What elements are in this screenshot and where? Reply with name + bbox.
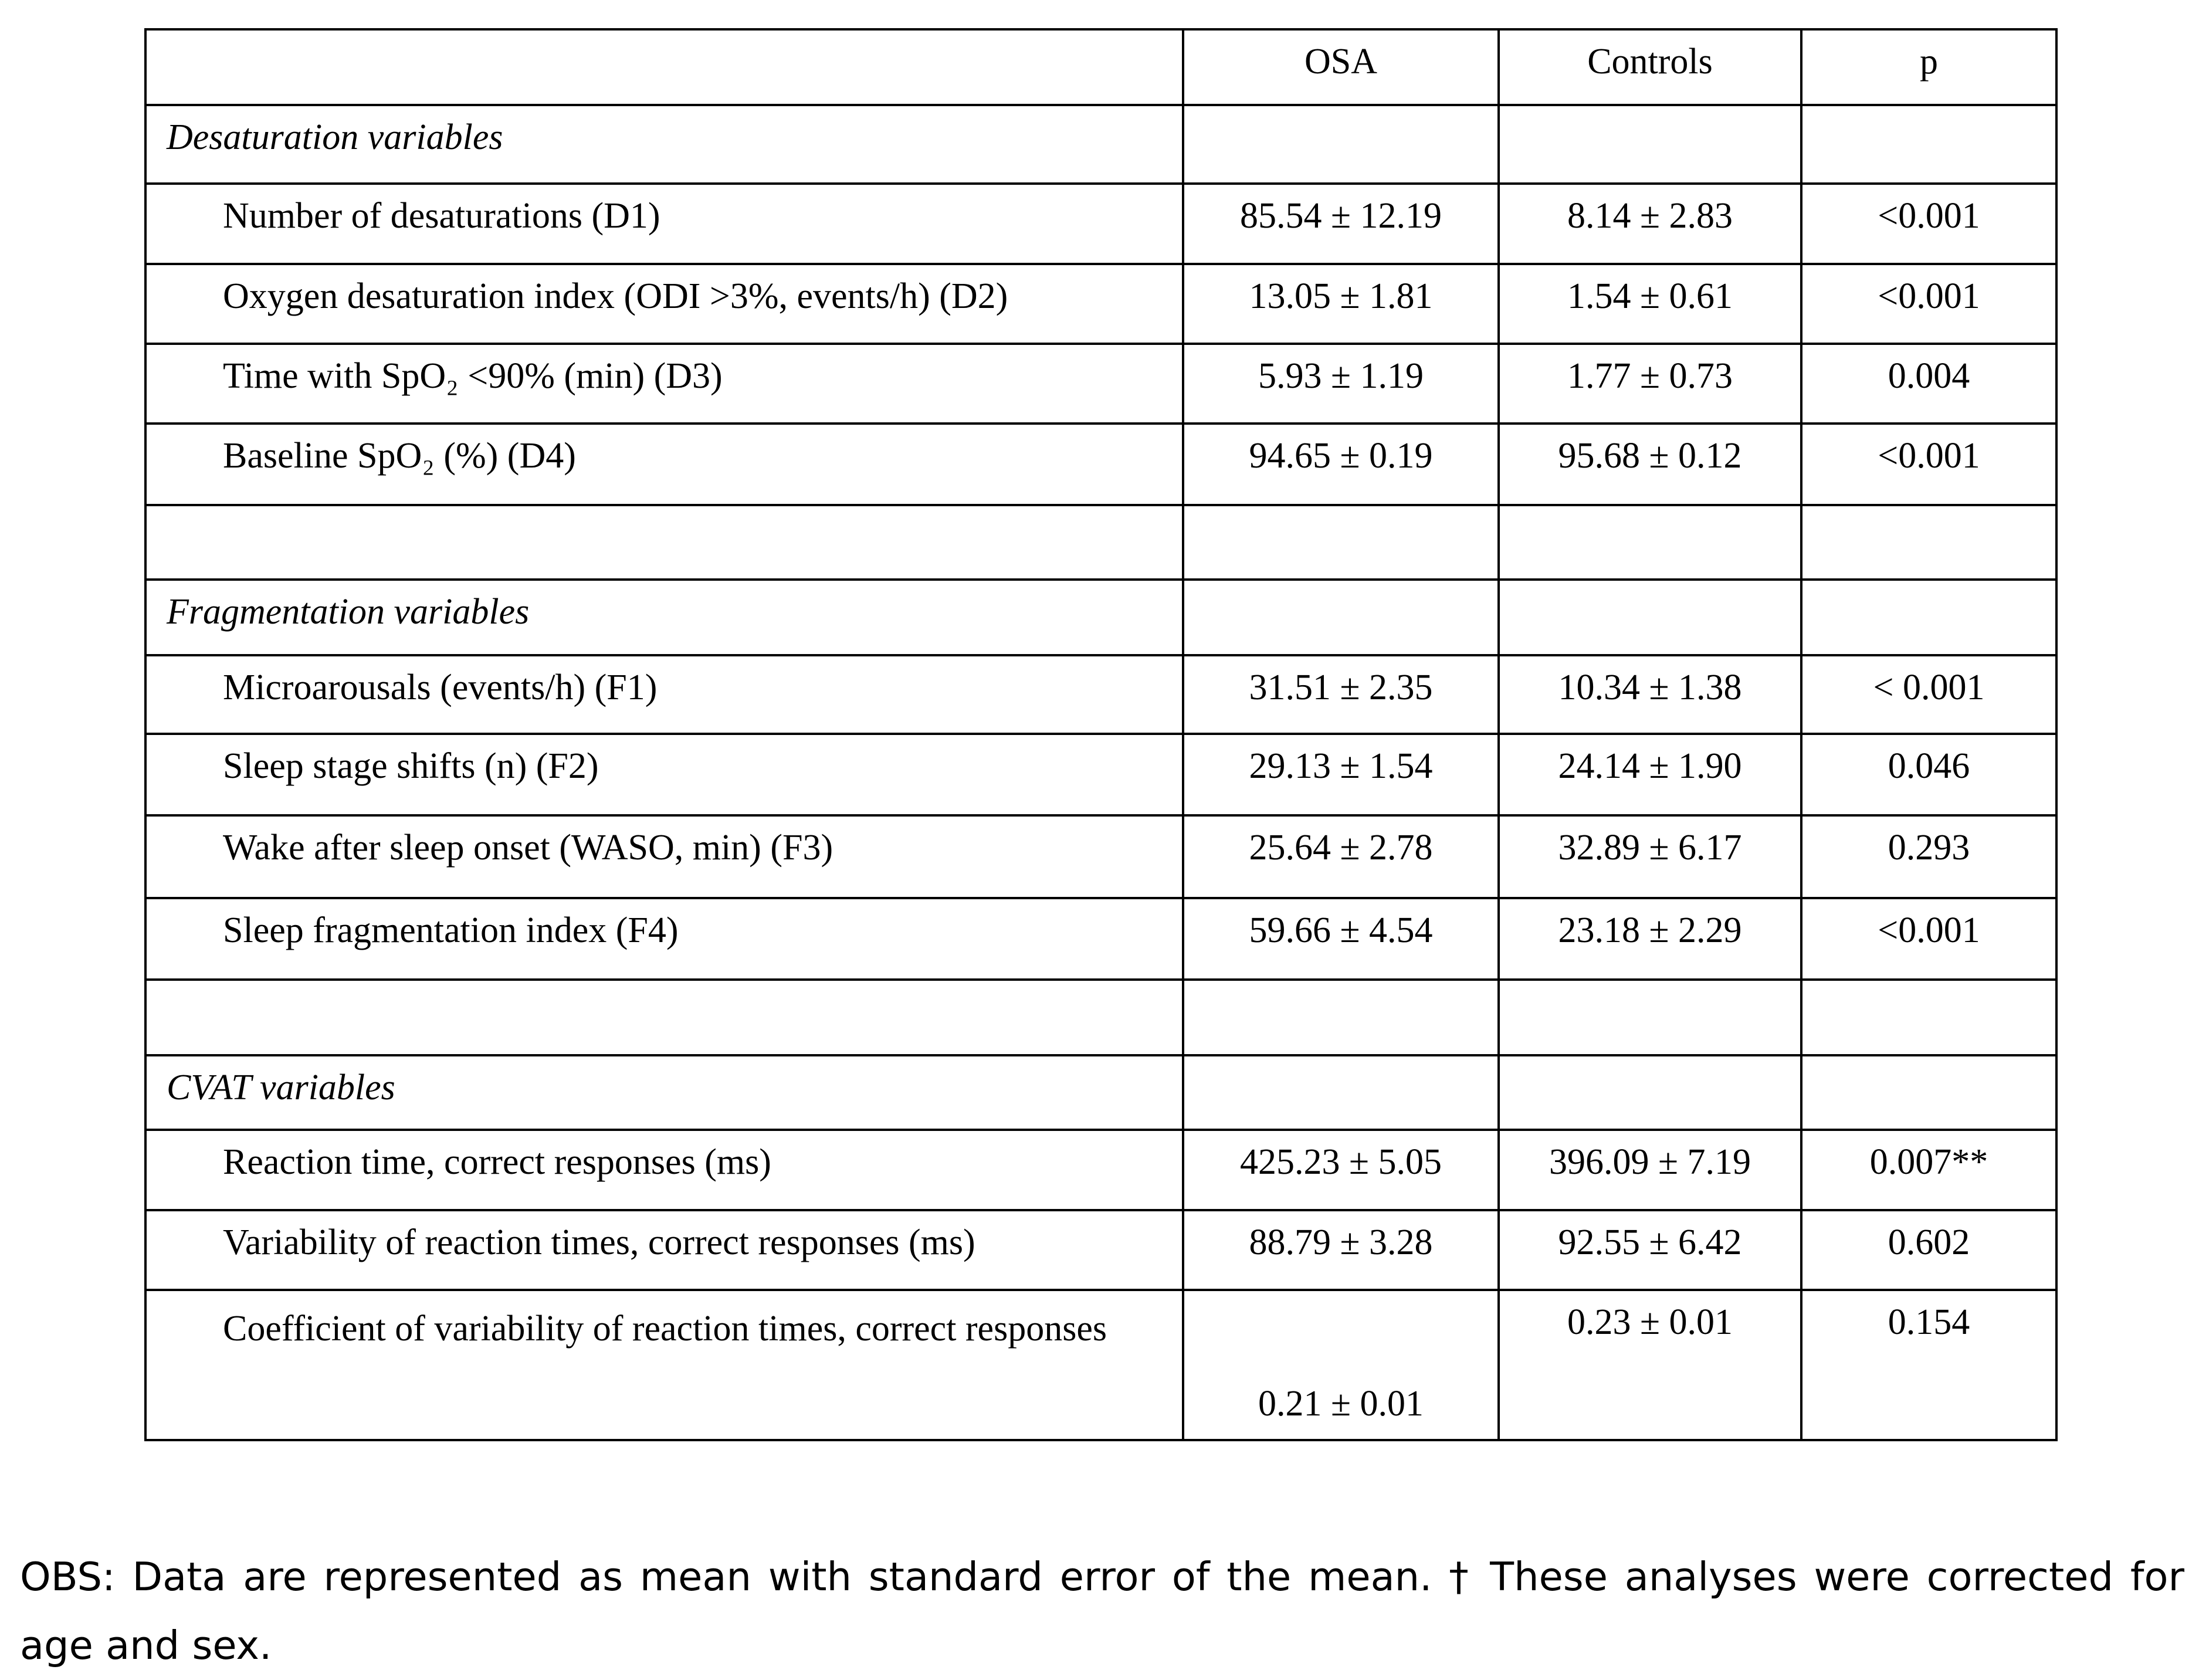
osa-value: 25.64 ± 2.78 — [1183, 815, 1499, 898]
p-value: 0.602 — [1801, 1210, 2056, 1290]
header-cell-controls: Controls — [1499, 29, 1801, 105]
variable-label: Number of desaturations (D1) — [145, 184, 1183, 264]
p-value: <0.001 — [1801, 264, 2056, 344]
section-row — [145, 580, 2056, 655]
variable-label: Coefficient of variability of reaction times, correct responses — [145, 1290, 1183, 1440]
table-row — [145, 1290, 2056, 1440]
empty-cell — [1183, 105, 1499, 184]
osa-value: 94.65 ± 0.19 — [1183, 424, 1499, 505]
empty-cell — [1499, 105, 1801, 184]
table-row — [145, 184, 2056, 264]
osa-value: 31.51 ± 2.35 — [1183, 655, 1499, 734]
controls-value: 95.68 ± 0.12 — [1499, 424, 1801, 505]
table-row — [145, 424, 2056, 505]
controls-value: 24.14 ± 1.90 — [1499, 734, 1801, 815]
empty-cell — [1801, 980, 2056, 1055]
empty-cell — [1499, 580, 1801, 655]
variable-label: Oxygen desaturation index (ODI >3%, events/h) (D2) — [145, 264, 1183, 344]
controls-value: 23.18 ± 2.29 — [1499, 898, 1801, 980]
empty-cell — [145, 505, 1183, 580]
results-table — [144, 28, 2058, 1441]
header-cell-label — [145, 29, 1183, 105]
p-value: < 0.001 — [1801, 655, 2056, 734]
variable-label: Baseline SpO₂ (%) (D4) — [145, 424, 1183, 505]
footnote: OBS: Data are represented as mean with standard error of the mean. † These analyses were corrected for age and sex. — [20, 1554, 2184, 1668]
empty-cell — [1499, 505, 1801, 580]
variable-label: Sleep fragmentation index (F4) — [145, 898, 1183, 980]
header-cell-p: p — [1801, 29, 2056, 105]
controls-value: 396.09 ± 7.19 — [1499, 1130, 1801, 1210]
table-row — [145, 264, 2056, 344]
table-row — [145, 1210, 2056, 1290]
p-value: <0.001 — [1801, 424, 2056, 505]
empty-cell — [1183, 580, 1499, 655]
p-value: 0.007** — [1801, 1130, 2056, 1210]
osa-value: 0.21 ± 0.01 — [1183, 1290, 1499, 1440]
controls-value: 1.54 ± 0.61 — [1499, 264, 1801, 344]
empty-cell — [1499, 1055, 1801, 1130]
section-row — [145, 1055, 2056, 1130]
variable-label: Wake after sleep onset (WASO, min) (F3) — [145, 815, 1183, 898]
empty-cell — [145, 980, 1183, 1055]
spacer-row — [145, 980, 2056, 1055]
p-value: 0.293 — [1801, 815, 2056, 898]
empty-cell — [1801, 580, 2056, 655]
table-row — [145, 898, 2056, 980]
osa-value: 29.13 ± 1.54 — [1183, 734, 1499, 815]
table-row — [145, 344, 2056, 424]
controls-value: 10.34 ± 1.38 — [1499, 655, 1801, 734]
p-value: 0.004 — [1801, 344, 2056, 424]
empty-cell — [1801, 1055, 2056, 1130]
variable-label: Microarousals (events/h) (F1) — [145, 655, 1183, 734]
osa-value: 425.23 ± 5.05 — [1183, 1130, 1499, 1210]
section-label: Fragmentation variables — [145, 580, 1183, 655]
osa-value: 59.66 ± 4.54 — [1183, 898, 1499, 980]
osa-value: 5.93 ± 1.19 — [1183, 344, 1499, 424]
table-row — [145, 1130, 2056, 1210]
osa-value: 13.05 ± 1.81 — [1183, 264, 1499, 344]
header-cell-osa: OSA — [1183, 29, 1499, 105]
empty-cell — [1801, 505, 2056, 580]
empty-cell — [1499, 980, 1801, 1055]
osa-value: 88.79 ± 3.28 — [1183, 1210, 1499, 1290]
variable-label: Reaction time, correct responses (ms) — [145, 1130, 1183, 1210]
controls-value: 32.89 ± 6.17 — [1499, 815, 1801, 898]
empty-cell — [1801, 105, 2056, 184]
variable-label: Sleep stage shifts (n) (F2) — [145, 734, 1183, 815]
p-value: <0.001 — [1801, 898, 2056, 980]
header-row — [145, 29, 2056, 105]
table-row — [145, 734, 2056, 815]
empty-cell — [1183, 1055, 1499, 1130]
section-label: CVAT variables — [145, 1055, 1183, 1130]
variable-label: Time with SpO₂ <90% (min) (D3) — [145, 344, 1183, 424]
controls-value: 92.55 ± 6.42 — [1499, 1210, 1801, 1290]
table-row — [145, 815, 2056, 898]
spacer-row — [145, 505, 2056, 580]
controls-value: 1.77 ± 0.73 — [1499, 344, 1801, 424]
table-row — [145, 655, 2056, 734]
osa-value: 85.54 ± 12.19 — [1183, 184, 1499, 264]
controls-value: 0.23 ± 0.01 — [1499, 1290, 1801, 1440]
p-value: 0.154 — [1801, 1290, 2056, 1440]
variable-label: Variability of reaction times, correct responses (ms) — [145, 1210, 1183, 1290]
p-value: <0.001 — [1801, 184, 2056, 264]
empty-cell — [1183, 980, 1499, 1055]
controls-value: 8.14 ± 2.83 — [1499, 184, 1801, 264]
section-label: Desaturation variables — [145, 105, 1183, 184]
section-row — [145, 105, 2056, 184]
empty-cell — [1183, 505, 1499, 580]
p-value: 0.046 — [1801, 734, 2056, 815]
